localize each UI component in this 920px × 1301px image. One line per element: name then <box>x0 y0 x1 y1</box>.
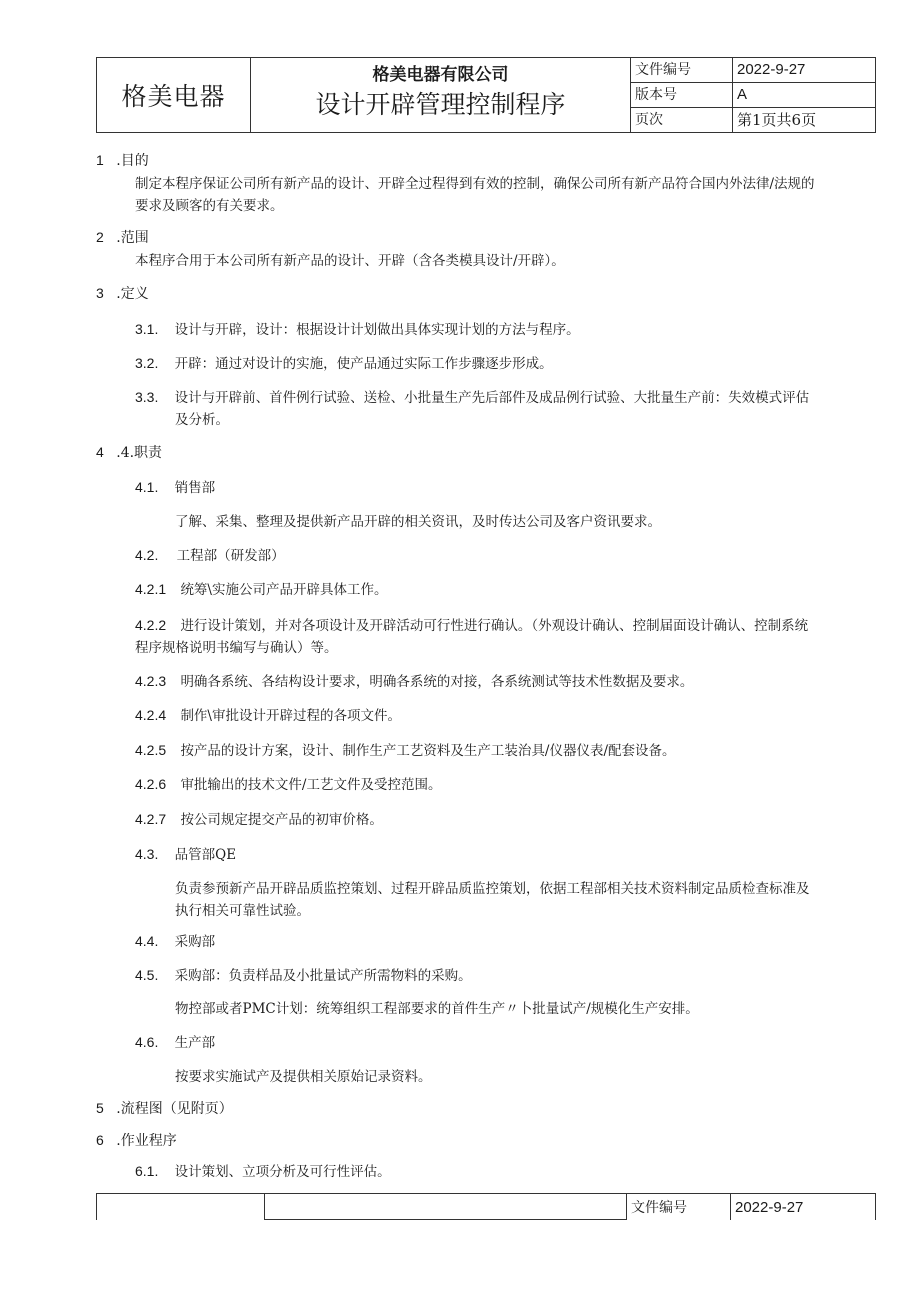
section-title: .定义 <box>116 286 149 302</box>
item-title: 销售部 <box>174 480 216 496</box>
section-6-heading <box>96 1130 177 1150</box>
item-number: 4.1. <box>135 479 159 495</box>
section-number: 6 <box>96 1132 104 1148</box>
item-title: 采购部 <box>174 934 216 950</box>
item-number: 4.2.1 <box>135 581 167 597</box>
item-4-2-2 <box>135 614 808 634</box>
item-number: 3.2. <box>135 355 159 371</box>
item-text: 设计与开辟前、首件例行试验、送检、小批量生产先后部件及成品例行试验、大批量生产前：失效模式评估 <box>174 390 810 406</box>
item-6-1 <box>135 1160 391 1180</box>
section-5-heading <box>96 1098 233 1118</box>
footer-cell <box>97 1194 265 1220</box>
definition-3-3 <box>135 386 809 406</box>
item-text: 设计策划、立项分析及可行性评估。 <box>174 1164 391 1180</box>
page-label: 页次 <box>631 108 733 132</box>
item-4-2-6 <box>135 773 442 793</box>
paragraph: 制定本程序保证公司所有新产品的设计、开辟全过程得到有效的控制，确保公司所有新产品符合国内外法律/法规的 <box>135 176 815 192</box>
item-title: 工程部（研发部） <box>176 548 285 564</box>
paragraph: 负责参预新产品开辟品质监控策划、过程开辟品质监控策划，依据工程部相关技术资料制定品质检查标准及 <box>175 881 810 897</box>
item-text: 采购部：负责样品及小批量试产所需物料的采购。 <box>174 968 472 984</box>
section-number: 1 <box>96 152 104 168</box>
section-title: .4.职责 <box>116 445 163 461</box>
company-logo-text: 格美电器 <box>97 58 251 132</box>
item-number: 4.2.7 <box>135 811 167 827</box>
doc-number-value: 2022-9-27 <box>733 58 875 83</box>
item-4-2-4 <box>135 704 401 724</box>
company-name: 格美电器有限公司 <box>372 65 509 84</box>
footer-cell <box>265 1194 627 1220</box>
paragraph: 了解、采集、整理及提供新产品开辟的相关资讯，及时传达公司及客户资讯要求。 <box>175 514 661 530</box>
item-4-5 <box>135 964 472 984</box>
item-text: 明确各系统、各结构设计要求，明确各系统的对接，各系统测试等技术性数据及要求。 <box>180 674 694 690</box>
footer-table <box>96 1193 876 1220</box>
paragraph: 程序规格说明书编写与确认）等。 <box>135 640 338 656</box>
item-text: 按公司规定提交产品的初审价格。 <box>180 812 383 828</box>
section-3-heading <box>96 283 149 303</box>
item-number: 3.1. <box>135 321 159 337</box>
item-number: 4.4. <box>135 933 159 949</box>
header-table <box>96 57 876 133</box>
item-text: 按产品的设计方案，设计、制作生产工艺资料及生产工装治具/仪器仪表/配套设备。 <box>180 743 676 759</box>
paragraph: 要求及顾客的有关要求。 <box>135 198 284 214</box>
footer-doc-number-label: 文件编号 <box>627 1194 731 1220</box>
section-title: .作业程序 <box>116 1133 177 1149</box>
section-4-heading <box>96 442 162 462</box>
item-title: 品管部QE <box>174 847 237 863</box>
section-number: 4 <box>96 444 104 460</box>
item-4-2-1 <box>135 578 388 598</box>
section-1-heading <box>96 150 149 170</box>
paragraph: 物控部或者PMC计划：统筹组织工程部要求的首件生产〃卜批量试产/规模化生产安排。 <box>175 1001 699 1017</box>
item-text: 开辟：通过对设计的实施，使产品通过实际工作步骤逐步形成。 <box>174 356 553 372</box>
item-number: 4.3. <box>135 846 159 862</box>
section-2-heading <box>96 227 149 247</box>
title-cell <box>251 58 631 132</box>
definition-3-2 <box>135 352 553 372</box>
version-label: 版本号 <box>631 83 733 108</box>
section-title: .流程图（见附页） <box>116 1101 233 1117</box>
item-text: 制作\审批设计开辟过程的各项文件。 <box>180 708 401 724</box>
item-number: 4.2. <box>135 547 159 563</box>
section-number: 3 <box>96 285 104 301</box>
section-title: .范围 <box>116 230 149 246</box>
item-number: 4.2.2 <box>135 617 167 633</box>
item-number: 4.2.6 <box>135 776 167 792</box>
item-4-1 <box>135 476 215 496</box>
item-4-2-5 <box>135 739 676 759</box>
item-number: 4.6. <box>135 1034 159 1050</box>
item-text: 设计与开辟，设计：根据设计计划做出具体实现计划的方法与程序。 <box>174 322 580 338</box>
item-number: 3.3. <box>135 389 159 405</box>
section-number: 5 <box>96 1100 104 1116</box>
item-4-2 <box>135 544 285 564</box>
page-value: 第1页共6页 <box>737 111 817 129</box>
item-title: 生产部 <box>174 1035 216 1051</box>
section-title: .目的 <box>116 153 149 169</box>
item-text: 统筹\实施公司产品开辟具体工作。 <box>180 582 388 598</box>
item-text: 审批输出的技术文件/工艺文件及受控范围。 <box>180 777 442 793</box>
section-number: 2 <box>96 229 104 245</box>
item-number: 4.5. <box>135 967 159 983</box>
item-4-3 <box>135 843 236 863</box>
item-number: 4.2.3 <box>135 673 167 689</box>
paragraph: 按要求实施试产及提供相关原始记录资料。 <box>175 1069 432 1085</box>
version-value: A <box>733 83 875 108</box>
footer-doc-number-value: 2022-9-27 <box>735 1199 804 1216</box>
item-number: 4.2.5 <box>135 742 167 758</box>
item-text: 进行设计策划，并对各项设计及开辟活动可行性进行确认。（外观设计确认、控制届面设计确认、控制系统 <box>180 618 809 634</box>
definition-3-1 <box>135 318 580 338</box>
paragraph: 执行相关可靠性试验。 <box>175 903 310 919</box>
item-4-2-7 <box>135 808 383 828</box>
item-4-2-3 <box>135 670 693 690</box>
paragraph: 本程序合用于本公司所有新产品的设计、开辟（含各类模具设计/开辟）。 <box>135 253 565 269</box>
item-4-4 <box>135 930 215 950</box>
item-4-6 <box>135 1031 215 1051</box>
document-title: 设计开辟管理控制程序 <box>315 90 566 119</box>
doc-number-label: 文件编号 <box>631 58 733 83</box>
item-number: 4.2.4 <box>135 707 167 723</box>
item-number: 6.1. <box>135 1163 159 1179</box>
paragraph: 及分析。 <box>175 412 229 428</box>
